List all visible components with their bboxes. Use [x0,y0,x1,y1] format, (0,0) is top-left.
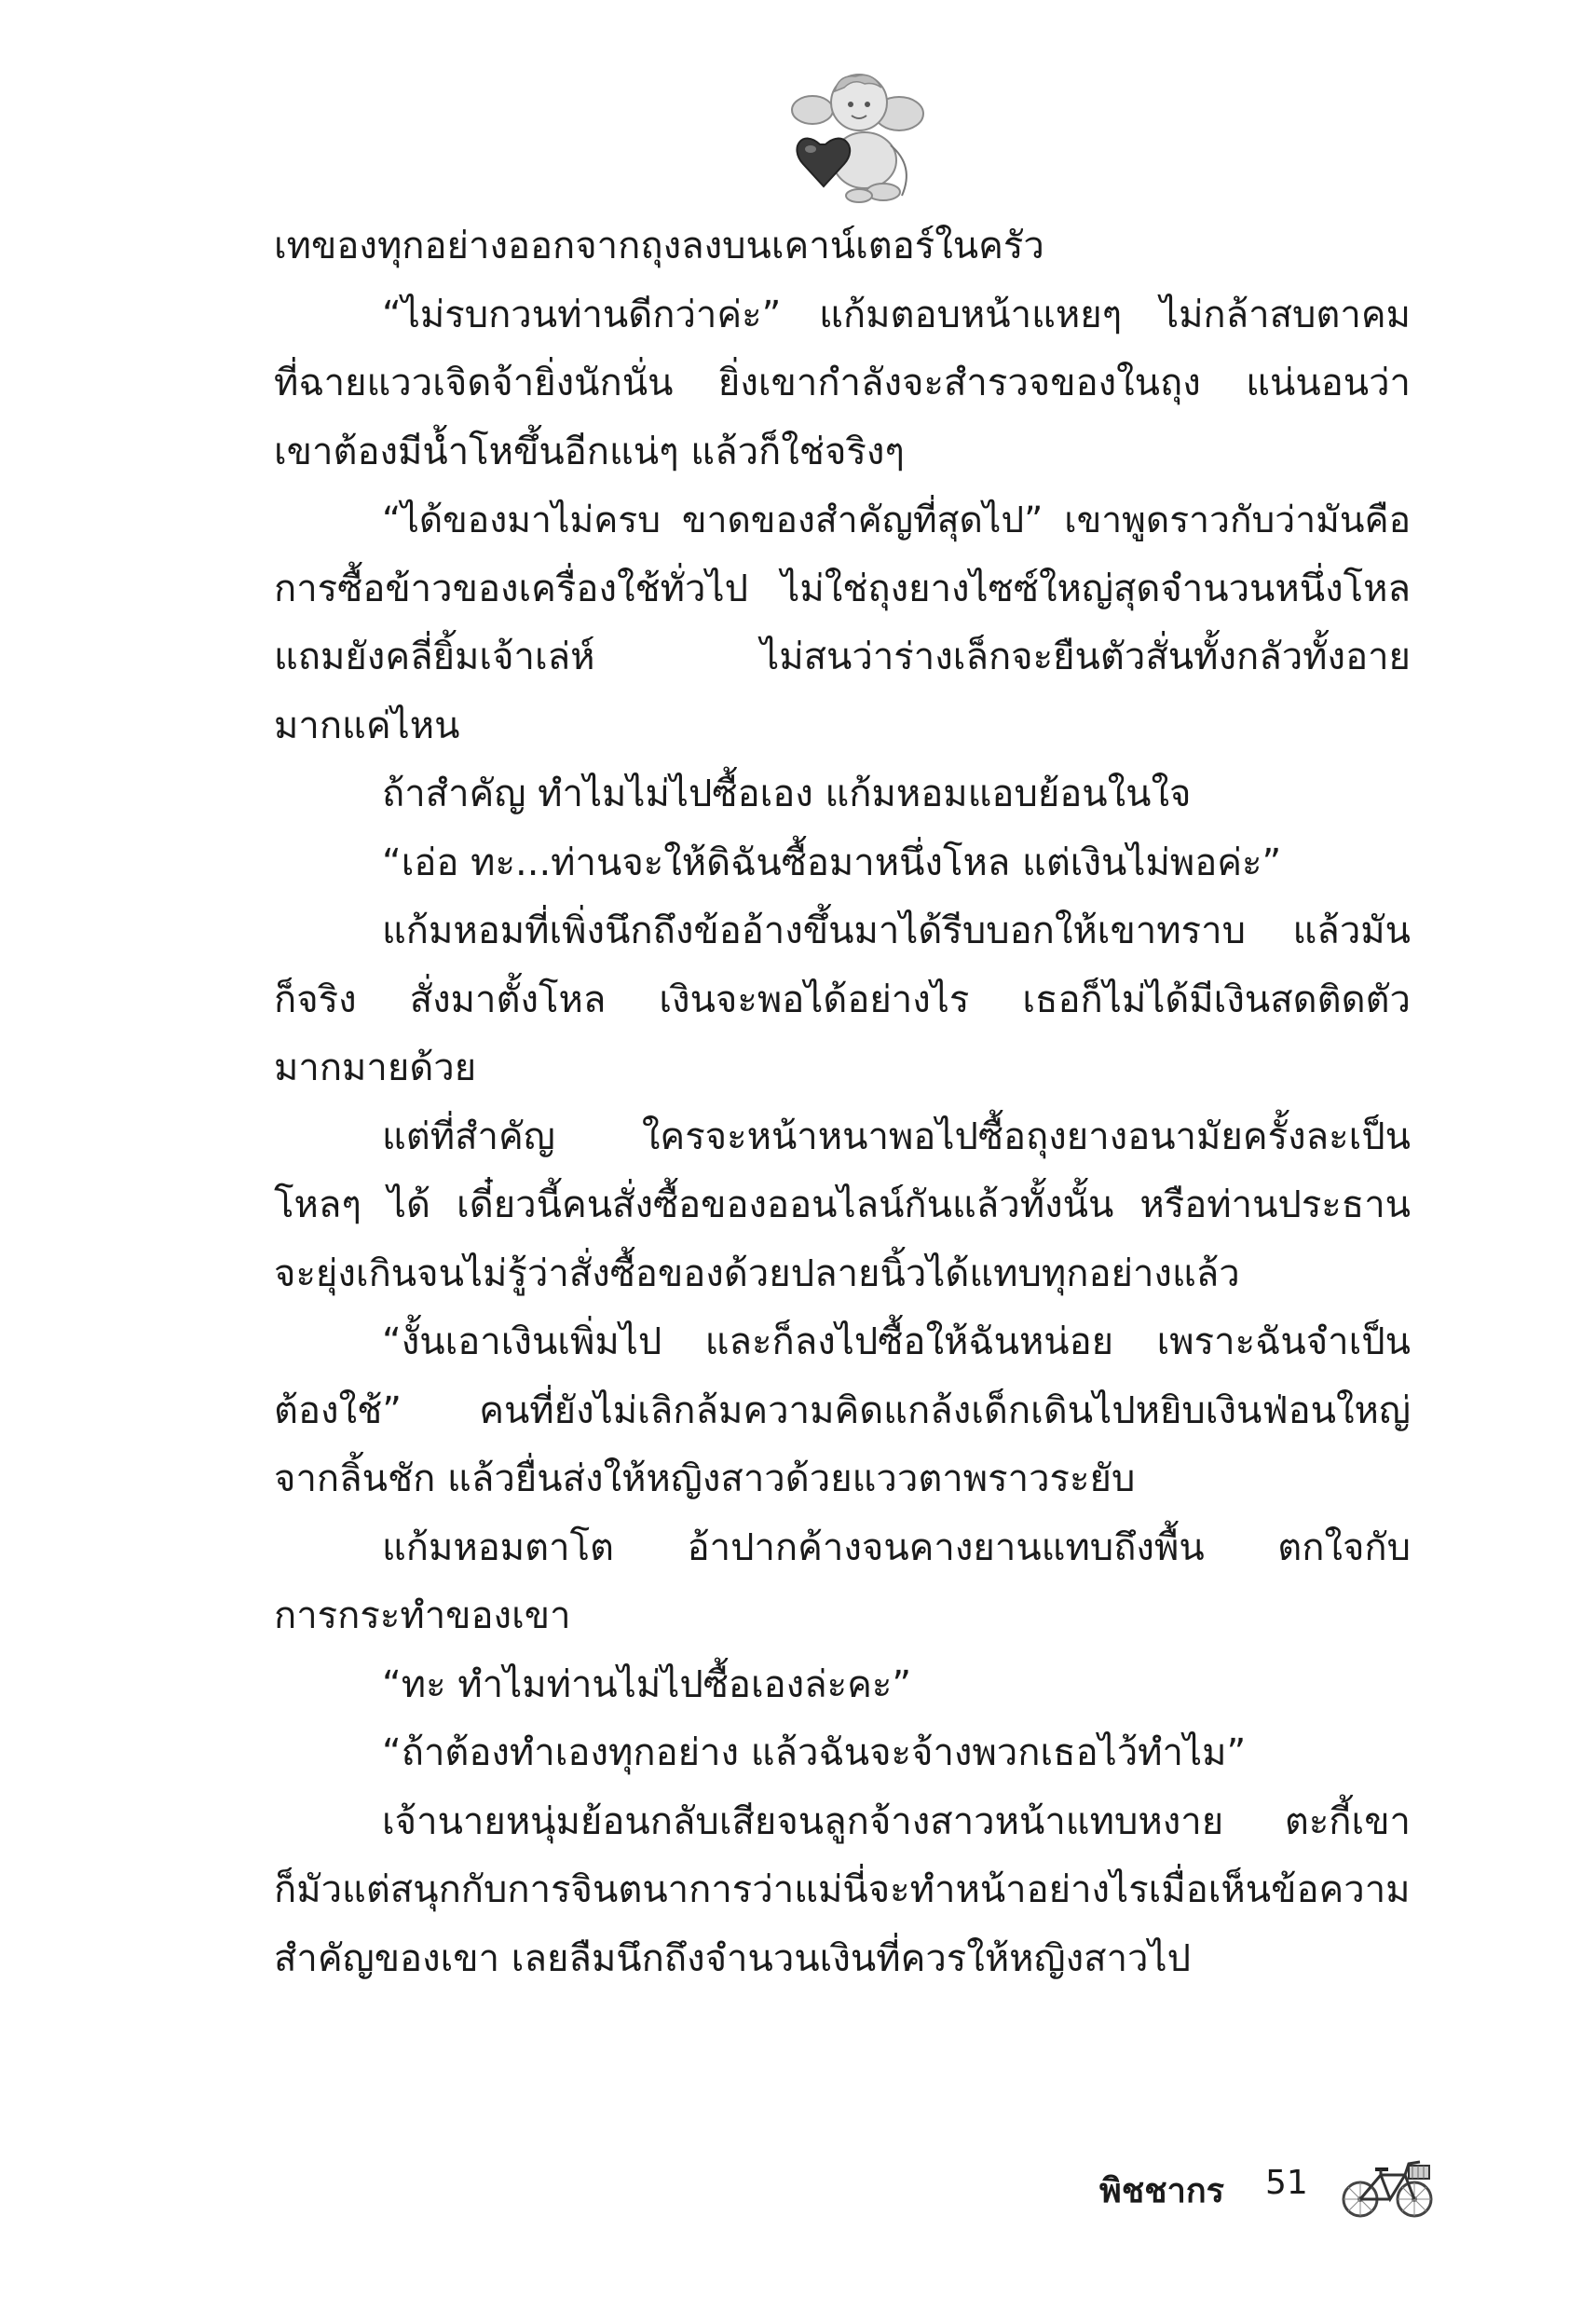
text-line: แต่ที่สำคัญ ใครจะหน้าหนาพอไปซื้อถุงยางอนามัยครั้งละเป็น [382,1114,1411,1158]
text-line: สำคัญของเขา เลยลืมนึกถึงจำนวนเงินที่ควรให้หญิงสาวไป [274,1936,1192,1980]
text-line: เทของทุกอย่างออกจากถุงลงบนเคาน์เตอร์ในครัว [274,225,1044,267]
text-line: มากมายด้วย [274,1046,477,1089]
text-line: จะยุ่งเกินจนไม่รู้ว่าสั่งซื้อของด้วยปลายนิ้วได้แทบทุกอย่างแล้ว [274,1251,1240,1295]
text-line: ถ้าสำคัญ ทำไมไม่ไปซื้อเอง แก้มหอมแอบย้อนในใจ [382,773,1192,815]
text-line: แถมยังคลี่ยิ้มเจ้าเล่ห์ ไม่สนว่าร่างเล็กจะยืนตัวสั่นทั้งกลัวทั้งอาย [274,636,1411,678]
text-line: เจ้านายหนุ่มย้อนกลับเสียจนลูกจ้างสาวหน้าแทบหงาย ตะกี้เขา [382,1799,1411,1843]
text-line: “เอ่อ ทะ...ท่านจะให้ดิฉันซื้อมาหนึ่งโหล แต่เงินไม่พอค่ะ” [382,841,1282,884]
body-text [274,212,1411,1993]
text-line: แก้มหอมตาโต อ้าปากค้างจนคางยานแทบถึงพื้น ตกใจกับ [382,1525,1411,1569]
cupid-with-heart-icon [783,56,932,214]
page-footer [1099,2147,1435,2231]
footer-title: พิชชากร [1099,2172,1224,2210]
text-line: แก้มหอมที่เพิ่งนึกถึงข้ออ้างขึ้นมาได้รีบบอกให้เขาทราบ แล้วมัน [382,909,1411,952]
text-line: “งั้นเอาเงินเพิ่มไป และก็ลงไปซื้อให้ฉันหน่อย เพราะฉันจำเป็น [382,1320,1411,1363]
text-line: “ได้ของมาไม่ครบ ขาดของสำคัญที่สุดไป” เขาพูดราวกับว่ามันคือ [382,499,1411,541]
page-number: 51 [1265,2164,1308,2202]
bicycle-icon [1340,2147,1435,2222]
text-line: จากลิ้นชัก แล้วยื่นส่งให้หญิงสาวด้วยแววตาพราวระยับ [274,1457,1136,1500]
text-line: โหลๆ ได้ เดี๋ยวนี้คนสั่งซื้อของออนไลน์กันแล้วทั้งนั้น หรือท่านประธาน [274,1183,1411,1226]
text-line: ที่ฉายแววเจิดจ้ายิ่งนักนั่น ยิ่งเขากำลังจะสำรวจของในถุง แน่นอนว่า [274,362,1411,404]
text-line: การซื้อข้าวของเครื่องใช้ทั่วไป ไม่ใช่ถุงยางไซซ์ใหญ่สุดจำนวนหนึ่งโหล [274,567,1411,610]
text-line: ต้องใช้” คนที่ยังไม่เลิกล้มความคิดแกล้งเด็กเดินไปหยิบเงินฟ่อนใหญ่ [274,1388,1411,1432]
text-line: เขาต้องมีน้ำโหขึ้นอีกแน่ๆ แล้วก็ใช่จริงๆ [274,430,905,473]
text-line: “ทะ ทำไมท่านไม่ไปซื้อเองล่ะคะ” [382,1662,912,1706]
text-line: การกระทำของเขา [274,1594,571,1637]
text-line: “ถ้าต้องทำเองทุกอย่าง แล้วฉันจะจ้างพวกเธอไว้ทำไม” [382,1731,1247,1774]
text-line: ก็มัวแต่สนุกกับการจินตนาการว่าแม่นี่จะทำหน้าอย่างไรเมื่อเห็นข้อความ [274,1868,1411,1911]
text-line: มากแค่ไหน [274,704,460,747]
text-line: “ไม่รบกวนท่านดีกว่าค่ะ” แก้มตอบหน้าแหยๆ ไม่กล้าสบตาคม [382,293,1411,336]
text-line: ก็จริง สั่งมาตั้งโหล เงินจะพอได้อย่างไร เธอก็ไม่ได้มีเงินสดติดตัว [274,978,1411,1021]
